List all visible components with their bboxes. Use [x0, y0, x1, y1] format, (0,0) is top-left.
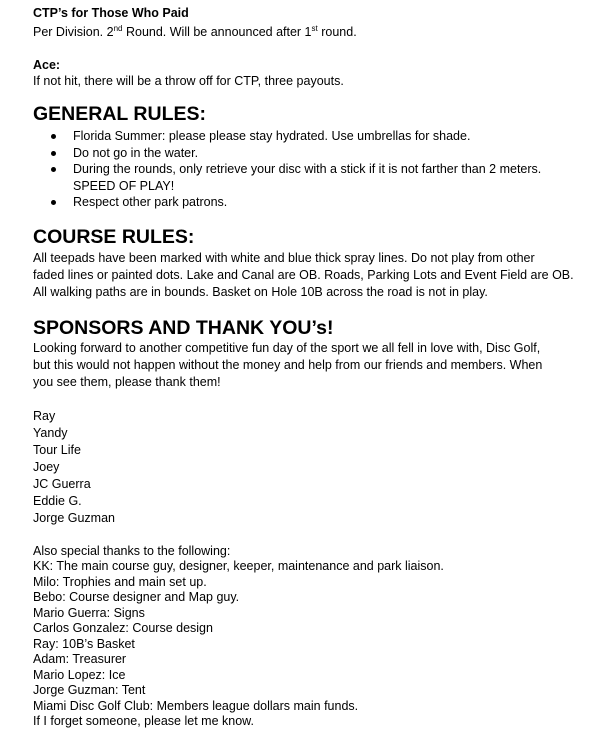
special-thanks-item: Adam: Treasurer — [33, 652, 127, 667]
sponsors-section — [33, 317, 600, 527]
course-rules-line: faded lines or painted dots. Lake and Canal are OB. Roads, Parking Lots and Event Field are OB. — [33, 267, 574, 282]
sponsors-line: Looking forward to another competitive fun day of the sport we all fell in love with, Disc Golf, — [33, 340, 541, 355]
special-thanks-item: Carlos Gonzalez: Course design — [33, 621, 213, 636]
sponsor-name: Joey — [33, 459, 60, 474]
general-rules-list — [33, 128, 600, 211]
general-rules-title: GENERAL RULES: — [33, 103, 206, 126]
sponsor-name: Yandy — [33, 425, 68, 440]
ace-text: If not hit, there will be a throw off for CTP, three payouts. — [33, 74, 344, 89]
special-thanks-item: Milo: Trophies and main set up. — [33, 574, 207, 589]
sponsor-name: JC Guerra — [33, 476, 91, 491]
general-rule-item: Florida Summer: please please stay hydrated. Use umbrellas for shade. — [73, 128, 600, 145]
course-rules-title: COURSE RULES: — [33, 225, 195, 248]
sponsors-title: SPONSORS AND THANK YOU’s! — [33, 316, 334, 339]
sponsors-text — [33, 340, 600, 391]
general-rule-item-text: During the rounds, only retrieve your disc with a stick if it is not farther than 2 meters. — [73, 162, 542, 177]
general-rules-section — [33, 103, 600, 211]
special-thanks-item: Mario Guerra: Signs — [33, 605, 145, 620]
ctp-sup-b: st — [311, 24, 318, 33]
sponsor-name: Jorge Guzman — [33, 510, 115, 525]
special-thanks-intro: Also special thanks to the following: — [33, 543, 231, 558]
ctp-heading: CTP’s for Those Who Paid — [33, 6, 189, 20]
general-rule-item — [73, 161, 600, 194]
ctp-text-b: Round. Will be announced after 1 — [122, 25, 312, 40]
special-thanks-item: Ray: 10B’s Basket — [33, 636, 135, 651]
special-thanks-item: If I forget someone, please let me know. — [33, 714, 254, 729]
ctp-text-c: round. — [317, 25, 357, 40]
ctp-text-a: Per Division. 2 — [33, 25, 114, 40]
ctp-text — [33, 21, 600, 40]
ctp-section — [33, 0, 600, 40]
sponsor-name: Eddie G. — [33, 493, 82, 508]
special-thanks-section — [33, 544, 600, 730]
special-thanks-item: Miami Disc Golf Club: Members league dollars main funds. — [33, 698, 359, 713]
sponsors-line: you see them, please thank them! — [33, 374, 221, 389]
ctp-sup-a: nd — [113, 24, 123, 33]
ace-heading: Ace: — [33, 58, 61, 73]
general-rule-item: Do not go in the water. — [73, 145, 600, 162]
course-rules-section — [33, 226, 600, 301]
sponsor-name: Ray — [33, 408, 56, 423]
sponsor-names-list — [33, 408, 600, 527]
special-thanks-item: Jorge Guzman: Tent — [33, 683, 146, 698]
ace-section — [33, 57, 600, 89]
course-rules-line: All teepads have been marked with white and blue thick spray lines. Do not play from other — [33, 250, 535, 265]
course-rules-text — [33, 250, 600, 301]
special-thanks-item: Bebo: Course designer and Map guy. — [33, 590, 240, 605]
general-rule-item: Respect other park patrons. — [73, 194, 600, 211]
general-rule-item-continuation: SPEED OF PLAY! — [73, 178, 175, 193]
course-rules-line: All walking paths are in bounds. Basket on Hole 10B across the road is not in play. — [33, 284, 488, 299]
special-thanks-item: KK: The main course guy, designer, keeper, maintenance and park liaison. — [33, 559, 444, 574]
sponsors-line: but this would not happen without the money and help from our friends and members. When — [33, 357, 543, 372]
sponsor-name: Tour Life — [33, 442, 81, 457]
special-thanks-item: Mario Lopez: Ice — [33, 667, 126, 682]
